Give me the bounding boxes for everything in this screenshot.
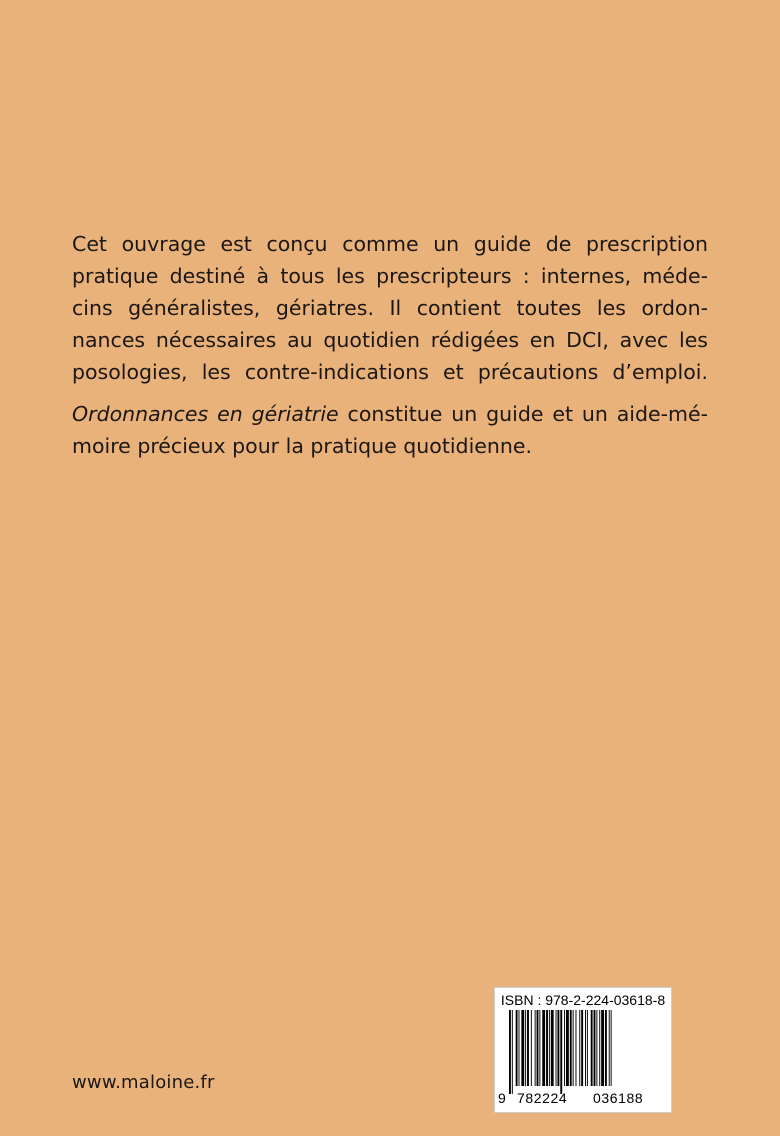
blurb-line: pratique destiné à tous les prescripteurs : internes, méde- — [72, 264, 708, 288]
blurb-line: moire précieux pour la pratique quotidienne. — [72, 434, 532, 458]
barcode-bar — [519, 1010, 520, 1086]
barcode-bar — [512, 1010, 513, 1094]
barcode-bar — [605, 1010, 607, 1086]
barcode-bar — [596, 1010, 597, 1086]
blurb-line: nances nécessaires au quotidien rédigées en DCI, avec les — [72, 328, 708, 352]
barcode-bar — [527, 1010, 529, 1086]
blurb-line: posologies, les contre-indications et précautions d’emploi. — [72, 360, 708, 384]
barcode-bar — [570, 1010, 572, 1086]
barcode-bar — [551, 1010, 554, 1086]
barcode-bar — [521, 1010, 524, 1086]
back-cover-blurb — [72, 228, 708, 462]
barcode-right-digits: 036188 — [593, 1090, 644, 1106]
barcode-bar — [531, 1010, 532, 1086]
barcode-bar — [591, 1010, 593, 1086]
book-title-italic: Ordonnances en gériatrie — [72, 402, 339, 426]
blurb-line: Cet ouvrage est conçu comme un guide de prescription — [72, 232, 708, 256]
barcode-bar — [601, 1010, 604, 1086]
barcode-bar — [599, 1010, 600, 1086]
barcode-bar — [537, 1010, 539, 1086]
barcode-bar — [549, 1010, 550, 1086]
barcode-bar — [535, 1010, 536, 1086]
barcode-bar — [566, 1010, 569, 1086]
publisher-website: www.maloine.fr — [72, 1072, 215, 1093]
barcode-left-digits: 782224 — [517, 1090, 568, 1106]
isbn-barcode — [494, 987, 672, 1113]
barcode-bar — [579, 1010, 580, 1086]
blurb-line: cins généralistes, gériatres. Il contient toutes les ordon- — [72, 296, 708, 320]
isbn-label: ISBN : 978-2-224-03618-8 — [500, 992, 666, 1008]
barcode-first-digit: 9 — [498, 1090, 507, 1106]
barcode-bar — [525, 1010, 526, 1086]
barcode-bar — [539, 1010, 540, 1086]
blurb-line — [72, 398, 708, 430]
barcode-bar — [609, 1010, 610, 1086]
barcode-bar — [509, 1010, 511, 1094]
blurb-line-rest: constitue un guide et un aide-mé- — [338, 402, 708, 426]
barcode-bar — [542, 1010, 545, 1086]
barcode-bar — [585, 1010, 586, 1086]
barcode-bar — [556, 1010, 557, 1086]
barcode-bar — [564, 1010, 565, 1086]
barcode-bar — [594, 1010, 596, 1086]
barcode-bar — [573, 1010, 574, 1086]
barcode-bar — [557, 1010, 559, 1086]
barcode-bar — [546, 1010, 548, 1086]
barcode-bar — [576, 1010, 577, 1086]
barcode-bar — [560, 1010, 562, 1094]
barcode-bar — [587, 1010, 588, 1086]
barcode-bar — [611, 1010, 612, 1086]
barcode-bar — [516, 1010, 518, 1086]
barcode-bars — [501, 1010, 665, 1094]
barcode-bar — [581, 1010, 583, 1086]
